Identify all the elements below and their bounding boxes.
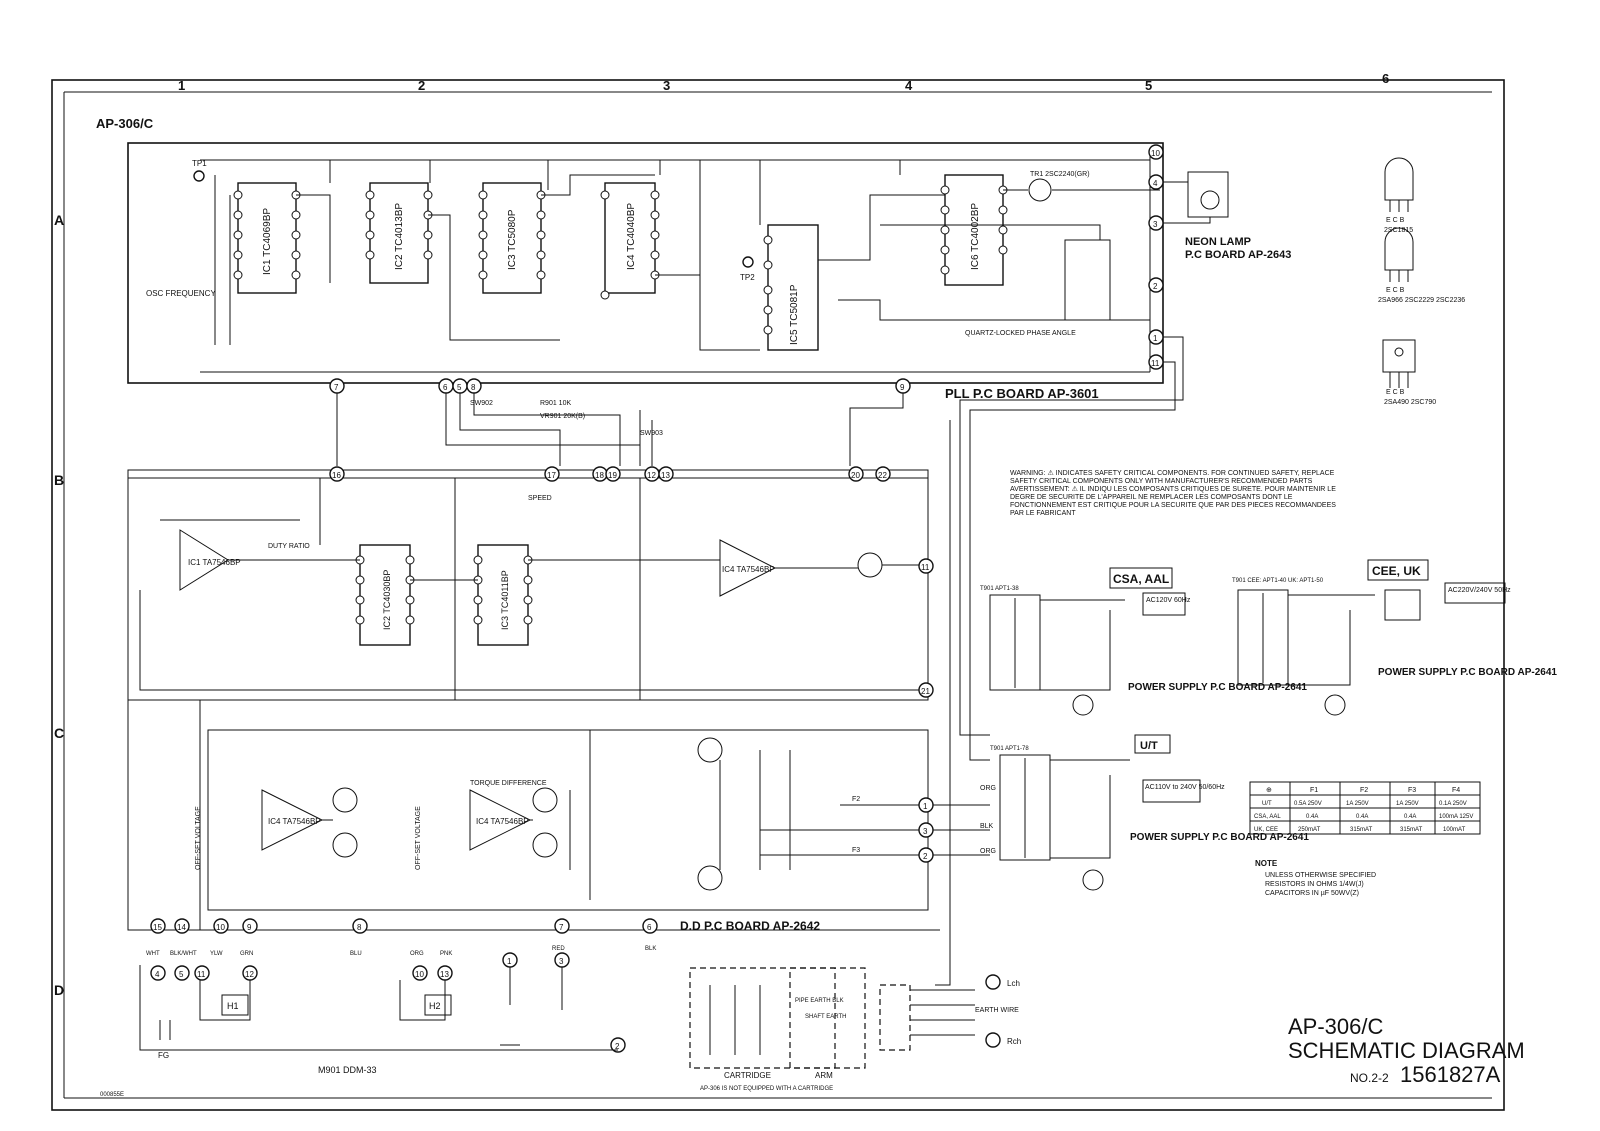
- warning-block: [1010, 470, 1350, 530]
- pin-label: 3: [1153, 220, 1158, 229]
- pin-label: 2: [615, 1042, 620, 1051]
- pin-label: 2: [1153, 282, 1158, 291]
- pin-label: 5: [179, 970, 184, 979]
- ic4-label: IC4 TC4040BP: [626, 202, 637, 270]
- column-number: 4: [905, 78, 913, 93]
- pll-right-connector: [1149, 145, 1163, 369]
- legend-pins: E C B: [1386, 217, 1405, 224]
- transformer-label: T901 APT1-38: [980, 586, 1019, 592]
- rch-label: Rch: [1007, 1037, 1022, 1046]
- earth-wire-label: EARTH WIRE: [975, 1007, 1019, 1014]
- column-number: 2: [418, 78, 426, 93]
- b-ic4-label: IC4 TA7546BP: [722, 565, 775, 574]
- fuse-header: F2: [1360, 787, 1369, 794]
- title-number: 1561827A: [1400, 1062, 1501, 1087]
- title-sheet: NO.2-2: [1350, 1071, 1389, 1085]
- pin-label: 20: [851, 471, 860, 480]
- row-letter: B: [54, 472, 65, 488]
- neon-lamp-board: [1163, 172, 1291, 261]
- transformer-label: T901 CEE: APT1-40 UK: APT1-50: [1232, 578, 1324, 584]
- note-title: NOTE: [1255, 859, 1278, 868]
- tp1-label: TP1: [192, 159, 207, 168]
- note-block: [1255, 859, 1376, 897]
- pin-label: 1: [1153, 334, 1158, 343]
- pll-board: [128, 143, 1163, 401]
- motor-label: M901 DDM-33: [318, 1065, 377, 1075]
- hall-h2-label: H2: [429, 1001, 441, 1011]
- pin-label: 3: [923, 827, 928, 836]
- pin-label: 22: [878, 471, 887, 480]
- motor-wire-label: WHT: [146, 951, 160, 957]
- pin-label: 9: [247, 923, 252, 932]
- wire-label: ORG: [980, 848, 996, 855]
- legend-parts: 2SA966 2SC2229 2SC2236: [1378, 297, 1466, 304]
- fuse-cell: 0.1A 250V: [1439, 801, 1467, 807]
- pin-label: 6: [443, 383, 448, 392]
- fuse-cell: 315mAT: [1350, 827, 1373, 833]
- fuse-header: ⊕: [1266, 787, 1272, 794]
- pin-label: 12: [647, 471, 656, 480]
- fuse-cell: U/T: [1262, 801, 1272, 807]
- ps3-label: POWER SUPPLY P.C BOARD AP-2641: [1130, 832, 1309, 843]
- pin-label: 8: [357, 923, 362, 932]
- test-point-tp2: [743, 257, 753, 267]
- ic3-label: IC3 TC5080P: [507, 209, 518, 270]
- ac220-rating: AC220V/240V 50Hz: [1448, 587, 1511, 594]
- fuse-cell: 1A 250V: [1346, 801, 1369, 807]
- transistor-legend: [1378, 158, 1465, 406]
- tp2-label: TP2: [740, 273, 755, 282]
- row-letter: A: [54, 212, 65, 228]
- motor-wire-label: BLU: [350, 951, 362, 957]
- note-line: CAPACITORS IN µF 50WV(Z): [1265, 890, 1360, 897]
- b-top-connector: [330, 467, 890, 481]
- fuse-cell: 100mAT: [1443, 827, 1466, 833]
- interconnect-wiring: [337, 337, 1183, 985]
- pin-label: 14: [177, 923, 186, 932]
- fuse-cell: 0.4A: [1356, 814, 1369, 820]
- fuse-cell: 315mAT: [1400, 827, 1423, 833]
- pin-label: 7: [334, 383, 339, 392]
- pin-label: 11: [921, 563, 930, 572]
- dd-right-connector: [919, 798, 933, 862]
- dd-board-label: D.D P.C BOARD AP-2642: [680, 919, 821, 933]
- legend-pins: E C B: [1386, 389, 1405, 396]
- fuse-cell: CSA, AAL: [1254, 814, 1281, 820]
- pin-label: 10: [1151, 149, 1160, 158]
- pin-label: 10: [216, 923, 225, 932]
- ic5-label: IC5 TC5081P: [789, 284, 800, 345]
- motor-wire-label: YLW: [210, 951, 223, 957]
- column-number: 5: [1145, 78, 1153, 93]
- pin-label: 10: [415, 970, 424, 979]
- c-ic4a-label: IC4 TA7546BP: [268, 817, 321, 826]
- arm-label: ARM: [815, 1071, 833, 1080]
- ps1-label: POWER SUPPLY P.C BOARD AP-2641: [1128, 682, 1307, 693]
- pin-label: 4: [155, 970, 160, 979]
- motor-top-pins: [151, 919, 657, 933]
- fg-label: FG: [158, 1051, 170, 1060]
- legend-pins: E C B: [1386, 287, 1405, 294]
- ic2-label: IC2 TC4013BP: [394, 202, 405, 270]
- pin-label: 12: [245, 970, 254, 979]
- ac120-rating: AC120V 60Hz: [1146, 597, 1191, 604]
- ut-tag: U/T: [1140, 740, 1158, 752]
- torque-difference-label: TORQUE DIFFERENCE: [470, 780, 547, 787]
- tr1-label: TR1 2SC2240(GR): [1030, 171, 1090, 178]
- note-line: RESISTORS IN OHMS 1/4W(J): [1265, 881, 1364, 888]
- b-ic2-label: IC2 TC4030BP: [382, 569, 392, 630]
- row-letter: C: [54, 725, 65, 741]
- vr901-label: VR901 20K(B): [540, 413, 586, 420]
- column-numbers: [178, 71, 1389, 93]
- motor-wire-label: PNK: [440, 951, 453, 957]
- fuse-table: [1250, 782, 1480, 834]
- pin-label: 15: [153, 923, 162, 932]
- pin-label: 11: [1151, 359, 1160, 368]
- speed-label: SPEED: [528, 495, 552, 502]
- note-line: UNLESS OTHERWISE SPECIFIED: [1265, 872, 1377, 879]
- pin-label: 18: [595, 471, 604, 480]
- pin-label: 4: [1153, 179, 1158, 188]
- r901-label: R901 10K: [540, 400, 572, 407]
- model-label: AP-306/C: [96, 116, 154, 131]
- transformer-label: T901 APT1-78: [990, 746, 1029, 752]
- tr1-transistor: [1029, 179, 1051, 201]
- b-right-connector: [919, 559, 933, 697]
- sw902-label: SW902: [470, 400, 493, 407]
- pin-label: 8: [471, 383, 476, 392]
- title-model: AP-306/C: [1288, 1014, 1384, 1039]
- motor-wire-label: ORG: [410, 951, 424, 957]
- pin-label: 2: [923, 852, 928, 861]
- column-number: 3: [663, 78, 671, 93]
- pin-label: 5: [457, 383, 462, 392]
- hall-h1-label: H1: [227, 1001, 239, 1011]
- pin-label: 17: [547, 471, 556, 480]
- cartridge-label: CARTRIDGE: [724, 1071, 771, 1080]
- pin-label: 3: [559, 957, 564, 966]
- offset-voltage-2: OFF-SET VOLTAGE: [415, 806, 422, 870]
- lch-label: Lch: [1007, 979, 1020, 988]
- wire-label: BLK: [980, 823, 994, 830]
- legend-parts: 2SA490 2SC790: [1384, 399, 1437, 406]
- ic6-label: IC6 TC4002BP: [970, 202, 981, 270]
- fuse-f3-label: F3: [852, 847, 861, 854]
- ic1-label: IC1 TC4069BP: [262, 207, 273, 275]
- fuse-cell: 250mAT: [1298, 827, 1321, 833]
- b-ic1-label: IC1 TA7546BP: [188, 558, 241, 567]
- pin-label: 6: [647, 923, 652, 932]
- pin-label: 19: [608, 471, 617, 480]
- fuse-cell: 1A 250V: [1396, 801, 1419, 807]
- row-letters: [54, 212, 64, 998]
- duty-ratio-label: DUTY RATIO: [268, 543, 310, 550]
- row-letter: D: [54, 982, 65, 998]
- offset-voltage-1: OFF-SET VOLTAGE: [195, 806, 202, 870]
- osc-frequency-label: OSC FREQUENCY: [146, 289, 216, 298]
- motor-wire-label: BLK: [645, 946, 657, 952]
- pll-bottom-connector: [330, 379, 910, 393]
- c-ic4b-label: IC4 TA7546BP: [476, 817, 529, 826]
- motor-wire-label: BLK/WHT: [170, 951, 197, 957]
- shaft-earth-label: SHAFT EARTH: [805, 1014, 847, 1020]
- pin-label: 21: [921, 687, 930, 696]
- b-ic3-label: IC3 TC4011BP: [500, 570, 510, 630]
- ps2-label: POWER SUPPLY P.C BOARD AP-2641: [1378, 667, 1557, 678]
- pin-label: 13: [661, 471, 670, 480]
- column-number: 6: [1382, 71, 1390, 86]
- motor-wire-label: GRN: [240, 951, 254, 957]
- fuse-header: F4: [1452, 787, 1461, 794]
- fuse-header: F3: [1408, 787, 1417, 794]
- csa-tag: CSA, AAL: [1113, 572, 1170, 586]
- pipe-earth-label: PIPE EARTH BLK: [795, 998, 844, 1004]
- warning-en: WARNING: ⚠ INDICATES SAFETY CRITICAL COMPONENTS. FOR CONTINUED SAFETY, REPLACE SAFETY CRITICAL COMPONENTS ONLY WITH MANUFACTURER'S RECOMMENDED PARTS: [1010, 470, 1335, 485]
- neon-board-label: P.C BOARD AP-2643: [1185, 249, 1292, 261]
- motor-wire-label: RED: [552, 946, 565, 952]
- warning-fr: AVERTISSEMENT: ⚠ IL INDIQU LES COMPOSANTS CRITIQUES DE SURETE. POUR MAINTENIR LE DEGRE DE SECURITE DE L'APPAREIL NE REMPLACER LES COMPOSANTS DONT LE FONCTIONNEMENT EST CRITIQUE POUR LA SECURITE QUE PAR DES PIECES RECOMMANDEES PAR LE FABRICANT: [1010, 486, 1336, 517]
- column-number: 1: [178, 78, 186, 93]
- arm-note: AP-306 IS NOT EQUIPPED WITH A CARTRIDGE: [700, 1086, 834, 1092]
- pin-label: 13: [440, 970, 449, 979]
- fuse-cell: 0.4A: [1306, 814, 1319, 820]
- pin-label: 7: [559, 923, 564, 932]
- fuse-cell: 100mA 125V: [1439, 814, 1474, 820]
- legend-parts: 2SC1815: [1384, 227, 1414, 234]
- speed-control-board: [128, 467, 933, 700]
- dd-board: [195, 730, 996, 933]
- pin-label: 9: [900, 383, 905, 392]
- pll-board-label: PLL P.C BOARD AP-3601: [945, 386, 1099, 401]
- fuse-cell: UK, CEE: [1254, 827, 1279, 833]
- cee-tag: CEE, UK: [1372, 564, 1421, 578]
- pin-label: 16: [332, 471, 341, 480]
- pin-label: 1: [923, 802, 928, 811]
- neon-lamp-label: NEON LAMP: [1185, 236, 1251, 248]
- fuse-f2-label: F2: [852, 796, 861, 803]
- ac110-rating: AC110V to 240V 50/60Hz: [1145, 784, 1225, 791]
- fuse-header: F1: [1310, 787, 1319, 794]
- drawing-code: 000855E: [100, 1092, 125, 1098]
- wire-label: ORG: [980, 785, 996, 792]
- fuse-cell: 0.4A: [1404, 814, 1417, 820]
- pin-label: 1: [507, 957, 512, 966]
- test-point-tp1: [194, 171, 204, 181]
- title-text: SCHEMATIC DIAGRAM: [1288, 1038, 1525, 1063]
- quartz-label: QUARTZ-LOCKED PHASE ANGLE: [965, 330, 1076, 337]
- cartridge-arm: [690, 968, 1021, 1092]
- pin-label: 11: [197, 970, 206, 979]
- fuse-cell: 0.5A 250V: [1294, 801, 1322, 807]
- tr1-b-transistor: [858, 553, 882, 577]
- sw903-label: SW903: [640, 430, 663, 437]
